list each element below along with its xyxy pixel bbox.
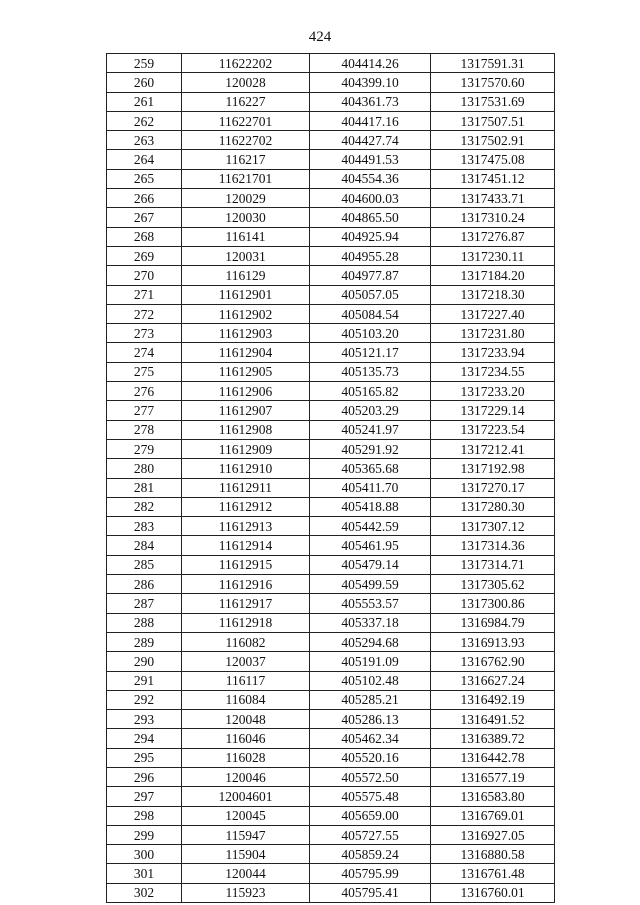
point-id-cell: 11612917 [182, 594, 310, 613]
row-number-cell: 270 [107, 266, 182, 285]
point-id-cell: 11612911 [182, 478, 310, 497]
x-coordinate-cell: 405135.73 [310, 362, 431, 381]
point-id-cell: 115923 [182, 883, 310, 902]
x-coordinate-cell: 405575.48 [310, 787, 431, 806]
table-row [107, 304, 555, 323]
row-number-cell: 295 [107, 748, 182, 767]
row-number-cell: 279 [107, 439, 182, 458]
table-row [107, 825, 555, 844]
y-coordinate-cell: 1317280.30 [431, 497, 555, 516]
table-row [107, 767, 555, 786]
table-row [107, 729, 555, 748]
table-row [107, 111, 555, 130]
x-coordinate-cell: 405859.24 [310, 845, 431, 864]
table-row [107, 324, 555, 343]
x-coordinate-cell: 404955.28 [310, 246, 431, 265]
row-number-cell: 268 [107, 227, 182, 246]
table-row [107, 343, 555, 362]
point-id-cell: 11622702 [182, 131, 310, 150]
point-id-cell: 116082 [182, 632, 310, 651]
row-number-cell: 299 [107, 825, 182, 844]
y-coordinate-cell: 1317233.94 [431, 343, 555, 362]
x-coordinate-cell: 404491.53 [310, 150, 431, 169]
x-coordinate-cell: 405291.92 [310, 439, 431, 458]
point-id-cell: 120030 [182, 208, 310, 227]
y-coordinate-cell: 1317433.71 [431, 189, 555, 208]
point-id-cell: 116117 [182, 671, 310, 690]
x-coordinate-cell: 405102.48 [310, 671, 431, 690]
x-coordinate-cell: 404554.36 [310, 169, 431, 188]
x-coordinate-cell: 405520.16 [310, 748, 431, 767]
row-number-cell: 287 [107, 594, 182, 613]
point-id-cell: 11612915 [182, 555, 310, 574]
point-id-cell: 120048 [182, 710, 310, 729]
y-coordinate-cell: 1317218.30 [431, 285, 555, 304]
row-number-cell: 277 [107, 401, 182, 420]
y-coordinate-cell: 1317192.98 [431, 459, 555, 478]
x-coordinate-cell: 405411.70 [310, 478, 431, 497]
row-number-cell: 260 [107, 73, 182, 92]
y-coordinate-cell: 1317531.69 [431, 92, 555, 111]
table-row [107, 787, 555, 806]
table-row [107, 710, 555, 729]
row-number-cell: 272 [107, 304, 182, 323]
row-number-cell: 278 [107, 420, 182, 439]
point-id-cell: 115947 [182, 825, 310, 844]
x-coordinate-cell: 404865.50 [310, 208, 431, 227]
x-coordinate-cell: 404414.26 [310, 54, 431, 73]
point-id-cell: 11612913 [182, 517, 310, 536]
y-coordinate-cell: 1316913.93 [431, 632, 555, 651]
row-number-cell: 294 [107, 729, 182, 748]
row-number-cell: 285 [107, 555, 182, 574]
y-coordinate-cell: 1317231.80 [431, 324, 555, 343]
table-row [107, 478, 555, 497]
point-id-cell: 120037 [182, 652, 310, 671]
point-id-cell: 120044 [182, 864, 310, 883]
point-id-cell: 120031 [182, 246, 310, 265]
x-coordinate-cell: 405795.41 [310, 883, 431, 902]
y-coordinate-cell: 1316769.01 [431, 806, 555, 825]
x-coordinate-cell: 405365.68 [310, 459, 431, 478]
x-coordinate-cell: 404600.03 [310, 189, 431, 208]
row-number-cell: 298 [107, 806, 182, 825]
x-coordinate-cell: 405499.59 [310, 575, 431, 594]
y-coordinate-cell: 1316927.05 [431, 825, 555, 844]
point-id-cell: 11612902 [182, 304, 310, 323]
row-number-cell: 286 [107, 575, 182, 594]
y-coordinate-cell: 1316762.90 [431, 652, 555, 671]
row-number-cell: 291 [107, 671, 182, 690]
row-number-cell: 280 [107, 459, 182, 478]
x-coordinate-cell: 405462.34 [310, 729, 431, 748]
x-coordinate-cell: 405572.50 [310, 767, 431, 786]
x-coordinate-cell: 404399.10 [310, 73, 431, 92]
y-coordinate-cell: 1317212.41 [431, 439, 555, 458]
y-coordinate-cell: 1316442.78 [431, 748, 555, 767]
y-coordinate-cell: 1316389.72 [431, 729, 555, 748]
point-id-cell: 11622202 [182, 54, 310, 73]
y-coordinate-cell: 1317570.60 [431, 73, 555, 92]
row-number-cell: 267 [107, 208, 182, 227]
x-coordinate-cell: 405103.20 [310, 324, 431, 343]
table-row [107, 632, 555, 651]
row-number-cell: 263 [107, 131, 182, 150]
point-id-cell: 120046 [182, 767, 310, 786]
y-coordinate-cell: 1317230.11 [431, 246, 555, 265]
table-row [107, 652, 555, 671]
x-coordinate-cell: 405084.54 [310, 304, 431, 323]
y-coordinate-cell: 1317276.87 [431, 227, 555, 246]
table-row [107, 246, 555, 265]
row-number-cell: 273 [107, 324, 182, 343]
row-number-cell: 302 [107, 883, 182, 902]
row-number-cell: 300 [107, 845, 182, 864]
point-id-cell: 11612918 [182, 613, 310, 632]
point-id-cell: 120029 [182, 189, 310, 208]
table-row [107, 806, 555, 825]
x-coordinate-cell: 405121.17 [310, 343, 431, 362]
y-coordinate-cell: 1317591.31 [431, 54, 555, 73]
table-row [107, 208, 555, 227]
point-id-cell: 11612906 [182, 382, 310, 401]
x-coordinate-cell: 405442.59 [310, 517, 431, 536]
point-id-cell: 115904 [182, 845, 310, 864]
point-id-cell: 116227 [182, 92, 310, 111]
x-coordinate-cell: 405795.99 [310, 864, 431, 883]
row-number-cell: 262 [107, 111, 182, 130]
point-id-cell: 11612901 [182, 285, 310, 304]
table-row [107, 439, 555, 458]
y-coordinate-cell: 1317502.91 [431, 131, 555, 150]
table-row [107, 536, 555, 555]
table-row [107, 671, 555, 690]
x-coordinate-cell: 405165.82 [310, 382, 431, 401]
y-coordinate-cell: 1316577.19 [431, 767, 555, 786]
y-coordinate-cell: 1317507.51 [431, 111, 555, 130]
row-number-cell: 290 [107, 652, 182, 671]
row-number-cell: 301 [107, 864, 182, 883]
point-id-cell: 11622701 [182, 111, 310, 130]
point-id-cell: 120028 [182, 73, 310, 92]
y-coordinate-cell: 1317270.17 [431, 478, 555, 497]
table-row [107, 92, 555, 111]
table-row [107, 54, 555, 73]
table-row [107, 169, 555, 188]
table-row [107, 690, 555, 709]
point-id-cell: 11612909 [182, 439, 310, 458]
table-row [107, 575, 555, 594]
row-number-cell: 293 [107, 710, 182, 729]
y-coordinate-cell: 1316583.80 [431, 787, 555, 806]
row-number-cell: 288 [107, 613, 182, 632]
y-coordinate-cell: 1317475.08 [431, 150, 555, 169]
table-row [107, 497, 555, 516]
row-number-cell: 266 [107, 189, 182, 208]
point-id-cell: 11612916 [182, 575, 310, 594]
y-coordinate-cell: 1316761.48 [431, 864, 555, 883]
table-row [107, 594, 555, 613]
row-number-cell: 297 [107, 787, 182, 806]
x-coordinate-cell: 405203.29 [310, 401, 431, 420]
x-coordinate-cell: 405727.55 [310, 825, 431, 844]
table-row [107, 845, 555, 864]
table-row [107, 883, 555, 902]
y-coordinate-cell: 1317229.14 [431, 401, 555, 420]
x-coordinate-cell: 404361.73 [310, 92, 431, 111]
point-id-cell: 11612910 [182, 459, 310, 478]
y-coordinate-cell: 1317451.12 [431, 169, 555, 188]
table-row [107, 266, 555, 285]
x-coordinate-cell: 404925.94 [310, 227, 431, 246]
point-id-cell: 11612904 [182, 343, 310, 362]
point-id-cell: 11621701 [182, 169, 310, 188]
y-coordinate-cell: 1316491.52 [431, 710, 555, 729]
row-number-cell: 269 [107, 246, 182, 265]
row-number-cell: 271 [107, 285, 182, 304]
row-number-cell: 265 [107, 169, 182, 188]
y-coordinate-cell: 1316760.01 [431, 883, 555, 902]
y-coordinate-cell: 1317300.86 [431, 594, 555, 613]
row-number-cell: 259 [107, 54, 182, 73]
x-coordinate-cell: 405241.97 [310, 420, 431, 439]
y-coordinate-cell: 1316627.24 [431, 671, 555, 690]
table-row [107, 613, 555, 632]
y-coordinate-cell: 1317307.12 [431, 517, 555, 536]
x-coordinate-cell: 405191.09 [310, 652, 431, 671]
point-id-cell: 116141 [182, 227, 310, 246]
point-id-cell: 11612903 [182, 324, 310, 343]
y-coordinate-cell: 1317310.24 [431, 208, 555, 227]
x-coordinate-cell: 405659.00 [310, 806, 431, 825]
y-coordinate-cell: 1317314.36 [431, 536, 555, 555]
point-id-cell: 116217 [182, 150, 310, 169]
x-coordinate-cell: 404417.16 [310, 111, 431, 130]
x-coordinate-cell: 404977.87 [310, 266, 431, 285]
y-coordinate-cell: 1317227.40 [431, 304, 555, 323]
row-number-cell: 289 [107, 632, 182, 651]
y-coordinate-cell: 1317314.71 [431, 555, 555, 574]
row-number-cell: 292 [107, 690, 182, 709]
coordinates-table-body [107, 54, 555, 903]
point-id-cell: 116028 [182, 748, 310, 767]
x-coordinate-cell: 405294.68 [310, 632, 431, 651]
x-coordinate-cell: 405553.57 [310, 594, 431, 613]
row-number-cell: 283 [107, 517, 182, 536]
row-number-cell: 282 [107, 497, 182, 516]
point-id-cell: 116084 [182, 690, 310, 709]
point-id-cell: 11612912 [182, 497, 310, 516]
table-row [107, 459, 555, 478]
row-number-cell: 284 [107, 536, 182, 555]
y-coordinate-cell: 1317234.55 [431, 362, 555, 381]
point-id-cell: 11612905 [182, 362, 310, 381]
table-row [107, 401, 555, 420]
table-row [107, 73, 555, 92]
x-coordinate-cell: 405057.05 [310, 285, 431, 304]
y-coordinate-cell: 1316984.79 [431, 613, 555, 632]
x-coordinate-cell: 405285.21 [310, 690, 431, 709]
table-row [107, 285, 555, 304]
y-coordinate-cell: 1317305.62 [431, 575, 555, 594]
table-row [107, 864, 555, 883]
row-number-cell: 276 [107, 382, 182, 401]
coordinates-table [106, 53, 555, 903]
y-coordinate-cell: 1317233.20 [431, 382, 555, 401]
row-number-cell: 261 [107, 92, 182, 111]
table-row [107, 362, 555, 381]
x-coordinate-cell: 405479.14 [310, 555, 431, 574]
x-coordinate-cell: 405418.88 [310, 497, 431, 516]
x-coordinate-cell: 405286.13 [310, 710, 431, 729]
y-coordinate-cell: 1316492.19 [431, 690, 555, 709]
row-number-cell: 281 [107, 478, 182, 497]
y-coordinate-cell: 1316880.58 [431, 845, 555, 864]
point-id-cell: 12004601 [182, 787, 310, 806]
page-number: 424 [308, 29, 332, 45]
table-row [107, 189, 555, 208]
table-row [107, 150, 555, 169]
x-coordinate-cell: 404427.74 [310, 131, 431, 150]
table-row [107, 555, 555, 574]
point-id-cell: 116046 [182, 729, 310, 748]
point-id-cell: 11612907 [182, 401, 310, 420]
table-row [107, 131, 555, 150]
table-row [107, 748, 555, 767]
table-row [107, 227, 555, 246]
table-row [107, 420, 555, 439]
table-row [107, 382, 555, 401]
row-number-cell: 275 [107, 362, 182, 381]
y-coordinate-cell: 1317223.54 [431, 420, 555, 439]
x-coordinate-cell: 405461.95 [310, 536, 431, 555]
point-id-cell: 11612908 [182, 420, 310, 439]
y-coordinate-cell: 1317184.20 [431, 266, 555, 285]
table-row [107, 517, 555, 536]
x-coordinate-cell: 405337.18 [310, 613, 431, 632]
point-id-cell: 120045 [182, 806, 310, 825]
point-id-cell: 116129 [182, 266, 310, 285]
point-id-cell: 11612914 [182, 536, 310, 555]
row-number-cell: 274 [107, 343, 182, 362]
row-number-cell: 264 [107, 150, 182, 169]
row-number-cell: 296 [107, 767, 182, 786]
